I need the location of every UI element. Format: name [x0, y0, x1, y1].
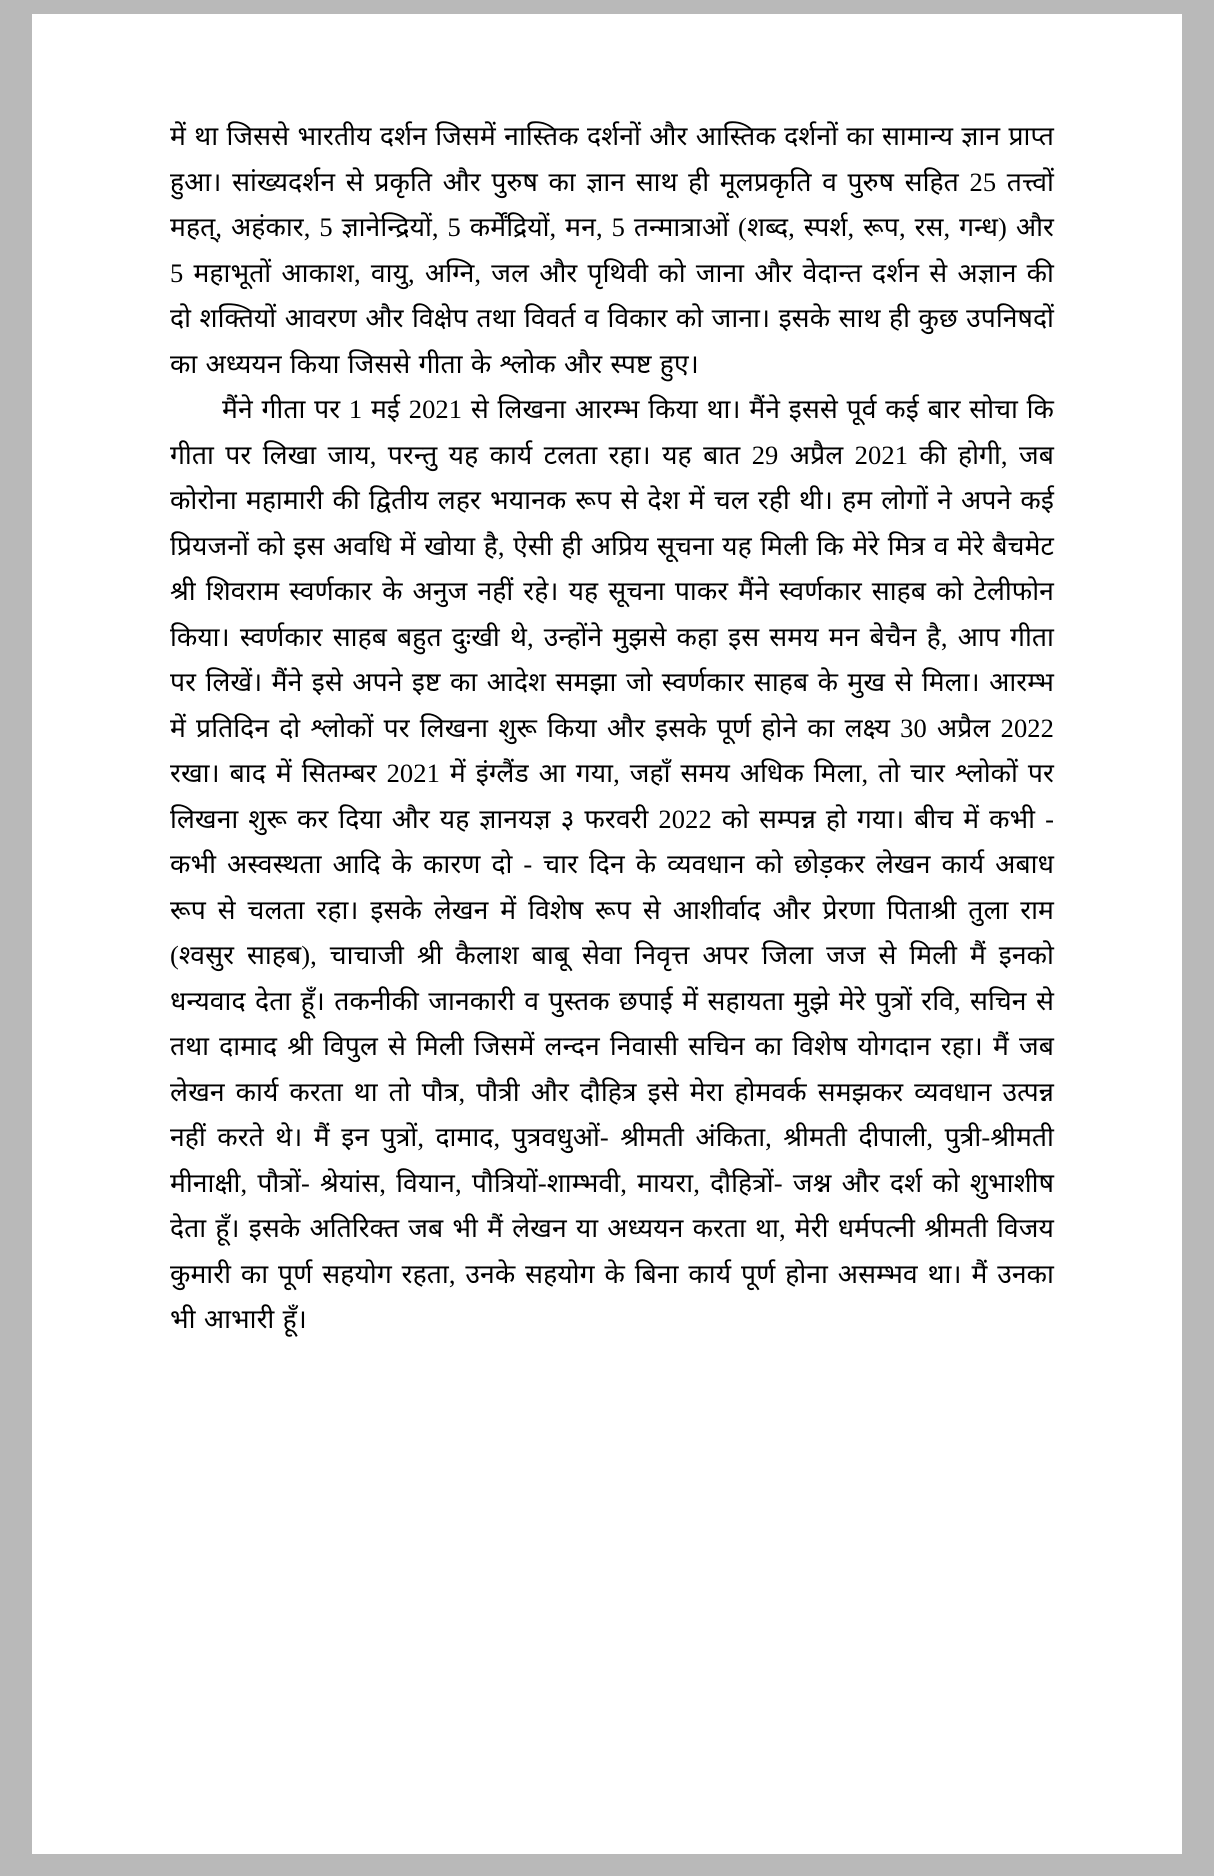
document-page — [32, 14, 1182, 1854]
page-text-body — [170, 114, 1054, 1343]
paragraph-2: मैंने गीता पर 1 मई 2021 से लिखना आरम्भ किया था। मैंने इससे पूर्व कई बार सोचा कि गीता पर लिखा जाय, परन्तु यह कार्य टलता रहा। यह बात 29 अप्रैल 2021 की होगी, जब कोरोना महामारी की द्वितीय लहर भयानक रूप से देश में चल रही थी। हम लोगों ने अपने कई प्रियजनों को इस अवधि में खोया है, ऐसी ही अप्रिय सूचना यह मिली कि मेरे मित्र व मेरे बैचमेट श्री शिवराम स्वर्णकार के अनुज नहीं रहे। यह सूचना पाकर मैंने स्वर्णकार साहब को टेलीफोन किया। स्वर्णकार साहब बहुत दुःखी थे, उन्होंने मुझसे कहा इस समय मन बेचैन है, आप गीता पर लिखें। मैंने इसे अपने इष्ट का आदेश समझा जो स्वर्णकार साहब के मुख से मिला। आरम्भ में प्रतिदिन दो श्लोकों पर लिखना शुरू किया और इसके पूर्ण होने का लक्ष्य 30 अप्रैल 2022 रखा। बाद में सितम्बर 2021 में इंग्लैंड आ गया, जहाँ समय अधिक मिला, तो चार श्लोकों पर लिखना शुरू कर दिया और यह ज्ञानयज्ञ ३ फरवरी 2022 को सम्पन्न हो गया। बीच में कभी - कभी अस्वस्थता आदि के कारण दो - चार दिन के व्यवधान को छोड़कर लेखन कार्य अबाध रूप से चलता रहा। इसके लेखन में विशेष रूप से आशीर्वाद और प्रेरणा पिताश्री तुला राम (श्वसुर साहब), चाचाजी श्री कैलाश बाबू सेवा निवृत्त अपर जिला जज से मिली मैं इनको धन्यवाद देता हूँ। तकनीकी जानकारी व पुस्तक छपाई में सहायता मुझे मेरे पुत्रों रवि, सचिन से तथा दामाद श्री विपुल से मिली जिसमें लन्दन निवासी सचिन का विशेष योगदान रहा। मैं जब लेखन कार्य करता था तो पौत्र, पौत्री और दौहित्र इसे मेरा होमवर्क समझकर व्यवधान उत्पन्न नहीं करते थे। मैं इन पुत्रों, दामाद, पुत्रवधुओं- श्रीमती अंकिता, श्रीमती दीपाली, पुत्री-श्रीमती मीनाक्षी, पौत्रों- श्रेयांस, वियान, पौत्रियों-शाम्भवी, मायरा, दौहित्रों- जश्न और दर्श को शुभाशीष देता हूँ। इसके अतिरिक्त जब भी मैं लेखन या अध्ययन करता था, मेरी धर्मपत्नी श्रीमती विजय कुमारी का पूर्ण सहयोग रहता, उनके सहयोग के बिना कार्य पूर्ण होना असम्भव था। मैं उनका भी आभारी हूँ। — [170, 394, 1055, 1334]
paragraph-1: में था जिससे भारतीय दर्शन जिसमें नास्तिक दर्शनों और आस्तिक दर्शनों का सामान्य ज्ञान प्राप्त हुआ। सांख्यदर्शन से प्रकृति और पुरुष का ज्ञान साथ ही मूलप्रकृति व पुरुष सहित 25 तत्त्वों महत्, अहंकार, 5 ज्ञानेन्द्रियों, 5 कर्मेंद्रियों, मन, 5 तन्मात्राओं (शब्द, स्पर्श, रूप, रस, गन्ध) और 5 महाभूतों आकाश, वायु, अग्नि, जल और पृथिवी को जाना और वेदान्त दर्शन से अज्ञान की दो शक्तियों आवरण और विक्षेप तथा विवर्त व विकार को जाना। इसके साथ ही कुछ उपनिषदों का अध्ययन किया जिससे गीता के श्लोक और स्पष्ट हुए। — [170, 121, 1054, 379]
